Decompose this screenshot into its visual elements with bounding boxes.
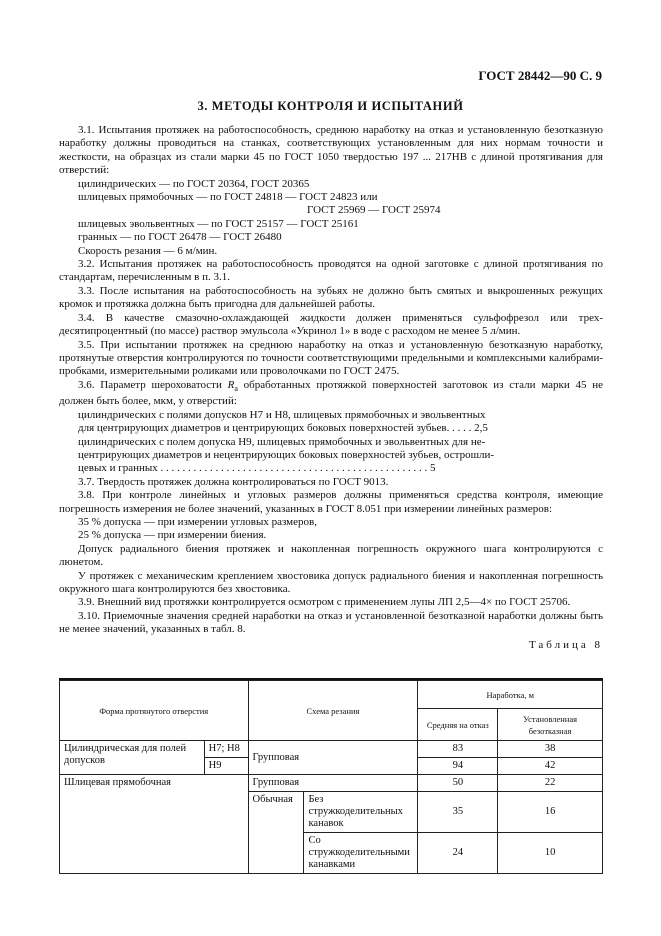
cell-spline-group: Групповая [248,775,418,792]
clause-3-1-straight-spline-alt: ГОСТ 25969 — ГОСТ 25974 [307,204,441,217]
cell-r5-set: 10 [498,833,603,874]
cell-r4-set: 16 [498,792,603,833]
clause-3-8-runout: 25 % допуска — при измерении биения. [78,529,267,542]
header-mean: Средняя на отказ [418,709,498,741]
clause-3-9: 3.9. Внешний вид протяжки контролируется осмотром с применением лупы ЛП 2,5—4× по ГОСТ 25706. [78,596,571,609]
clause-3-3: 3.3. После испытания на работоспособность на зубьях не должно быть смятых и выкрошенных режущих кромок и протяжка должна быть пригодна для дальнейшей работы. [59,284,603,311]
table-caption: Таблица 8 [528,638,603,651]
header-set: Установленная безотказная [498,709,603,741]
clause-3-6-item-1b: для центрирующих диаметров и центрирующих боковых поверхностей зубьев. . . . . 2,5 [78,422,488,435]
header-scheme: Схема резания [248,681,418,741]
cell-r5-mean: 24 [418,833,498,874]
cell-tol-h9: Н9 [204,758,248,775]
clause-3-1-straight-spline: шлицевых прямобочных — по ГОСТ 24818 — ГОСТ 24823 или [78,191,378,204]
clause-3-1: 3.1. Испытания протяжек на работоспособность, среднюю наработку на отказ и установленную безотказную наработку должны проводиться на станках, соответствующих установленным для них нормам точности и жесткости, на образцах из стали марки 45 по ГОСТ 1050 твердостью 197 ... 217НВ с длиной протягивания для отверстий: [59,124,603,177]
clause-3-8-steady-rest: Допуск радиального биения протяжек и накопленная погрешность окружного шага контролируются с люнетом. [59,542,603,569]
cell-r3-set: 22 [498,775,603,792]
header-life: Наработка, м [418,681,603,709]
clause-3-1-cutting-speed: Скорость резания — 6 м/мин. [78,244,218,257]
document-body [59,124,603,652]
cell-r4-mean: 35 [418,792,498,833]
clause-3-6 [59,379,603,409]
clause-3-5: 3.5. При испытании протяжек на среднюю наработку на отказ и установленную безотказную наработку, протянутые отверстия контролируются по точности соответствующими предельными и комплексными калибрами-пробками, измерительными роликами или проволочками по ГОСТ 2475. [59,338,603,378]
cell-with-grooves: Со стружкоделительными канавками [304,833,418,874]
clause-3-1-involute-spline: шлицевых эвольвентных — по ГОСТ 25157 — ГОСТ 25161 [78,217,359,230]
clause-3-8-no-shank: У протяжек с механическим креплением хвостовика допуск радиального биения и накопленная погрешность окружного шага контролируются без хвостовика. [59,569,603,595]
clause-3-6-item-1a: цилиндрических с полями допусков Н7 и Н8, шлицевых прямобочных и эвольвентных [78,408,486,421]
cell-group: Групповая [248,741,418,775]
clause-3-1-cylindrical: цилиндрических — по ГОСТ 20364, ГОСТ 20365 [78,177,310,190]
cell-r2-set: 42 [498,758,603,775]
table-8 [59,680,603,874]
cell-r1-mean: 83 [418,741,498,758]
cell-r3-mean: 50 [418,775,498,792]
clause-3-8: 3.8. При контроле линейных и угловых размеров должны применяться средства контроля, имеющие погрешность измерения не более значений, указанных в ГОСТ 8.051 при измерении линейных размеров: [59,489,603,515]
cell-no-grooves: Без стружкоделительных канавок [304,792,418,833]
clause-3-10: 3.10. Приемочные значения средней наработки на отказ и установленной безотказной наработки должны быть не менее значений, указанных в табл. 8. [59,609,603,636]
clause-3-1-polygonal: гранных — по ГОСТ 26478 — ГОСТ 26480 [78,231,282,244]
clause-3-6-lead-a: 3.6. Параметр шероховатости [78,378,228,391]
cell-r1-set: 38 [498,741,603,758]
roughness-subscript: a [234,383,238,393]
clause-3-8-angular: 35 % допуска — при измерении угловых размеров, [78,515,317,528]
clause-3-6-item-2b: центрирующих диаметров и нецентрирующих боковых поверхностей зубьев, острошли- [78,448,495,461]
cell-spline: Шлицевая прямобочная [60,775,249,874]
section-title: 3. МЕТОДЫ КОНТРОЛЯ И ИСПЫТАНИЙ [197,99,464,113]
cell-r2-mean: 94 [418,758,498,775]
clause-3-6-item-2a: цилиндрических с полем допуска Н9, шлицевых прямобочных и эвольвентных для не- [78,435,486,448]
cell-cylindrical: Цилиндрическая для полей допусков [60,741,205,775]
clause-3-7: 3.7. Твердость протяжек должна контролироваться по ГОСТ 9013. [78,475,389,488]
page-header: ГОСТ 28442—90 С. 9 [478,68,602,83]
clause-3-6-lead-b: обработанных протяжкой поверхностей заготовок из стали марки 45 не должен быть более, мкм, у отверстий: [59,378,604,408]
cell-tol-h7h8: Н7; Н8 [204,741,248,758]
header-form: Форма протянутого отверстия [60,681,249,741]
clause-3-4: 3.4. В качестве смазочно-охлаждающей жидкости должен применяться сульфофрезол или трех-десятипроцентный (по массе) раствор эмульсола «Укринол 1» в воде с расходом не менее 5 л/мин. [59,311,603,338]
table-row [60,775,603,792]
clause-3-2: 3.2. Испытания протяжек на работоспособность проводятся на одной заготовке с длиной протягивания по стандартам, перечисленным в п. 3.1. [59,258,603,284]
clause-3-6-item-2c: цевых и гранных . . . . . . . . . . . . . . . . . . . . . . . . . . . . . . . . . . . . . . . . . . . . . . . . . 5 [78,462,436,475]
cell-ordinary: Обычная [248,792,304,874]
roughness-symbol: R [227,378,235,391]
table-row [60,741,603,758]
